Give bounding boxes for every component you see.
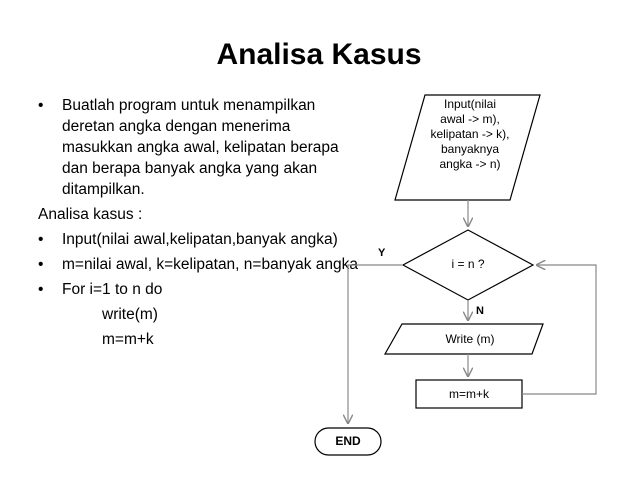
loop-body-line: m=m+k bbox=[102, 331, 154, 348]
end-text: END bbox=[335, 434, 361, 448]
yes-label: Y bbox=[378, 247, 386, 259]
input-line: angka -> n) bbox=[439, 157, 501, 171]
input-line: Input(nilai bbox=[443, 97, 497, 111]
input-line: awal -> m), bbox=[440, 112, 500, 126]
input-line: kelipatan -> k), bbox=[430, 127, 510, 141]
bullet-icon: • bbox=[38, 231, 44, 248]
bullet-icon: • bbox=[38, 97, 44, 114]
slide-title: Analisa Kasus bbox=[216, 38, 422, 71]
bullet-icon: • bbox=[38, 281, 44, 298]
bullet-icon: • bbox=[38, 256, 44, 273]
bullet-text: Buatlah program untuk menampilkan deretan angka dengan menerima masukkan angka awal, kelipatan berapa dan berapa banyak angka yang akan ditampilkan. bbox=[62, 97, 339, 198]
analysis-heading: Analisa kasus : bbox=[38, 206, 143, 223]
process-text: m=m+k bbox=[448, 387, 489, 401]
bullet-text: For i=1 to n do bbox=[62, 281, 163, 298]
no-label: N bbox=[476, 305, 484, 317]
decision-text: i = n ? bbox=[451, 257, 485, 271]
write-text: Write (m) bbox=[445, 332, 495, 346]
bullet-text: Input(nilai awal,kelipatan,banyak angka) bbox=[62, 231, 338, 248]
bullet-text: m=nilai awal, k=kelipatan, n=banyak angka bbox=[62, 256, 358, 273]
input-line: banyaknya bbox=[440, 142, 500, 156]
input-text bbox=[412, 97, 528, 172]
loop-body-line: write(m) bbox=[102, 306, 158, 323]
